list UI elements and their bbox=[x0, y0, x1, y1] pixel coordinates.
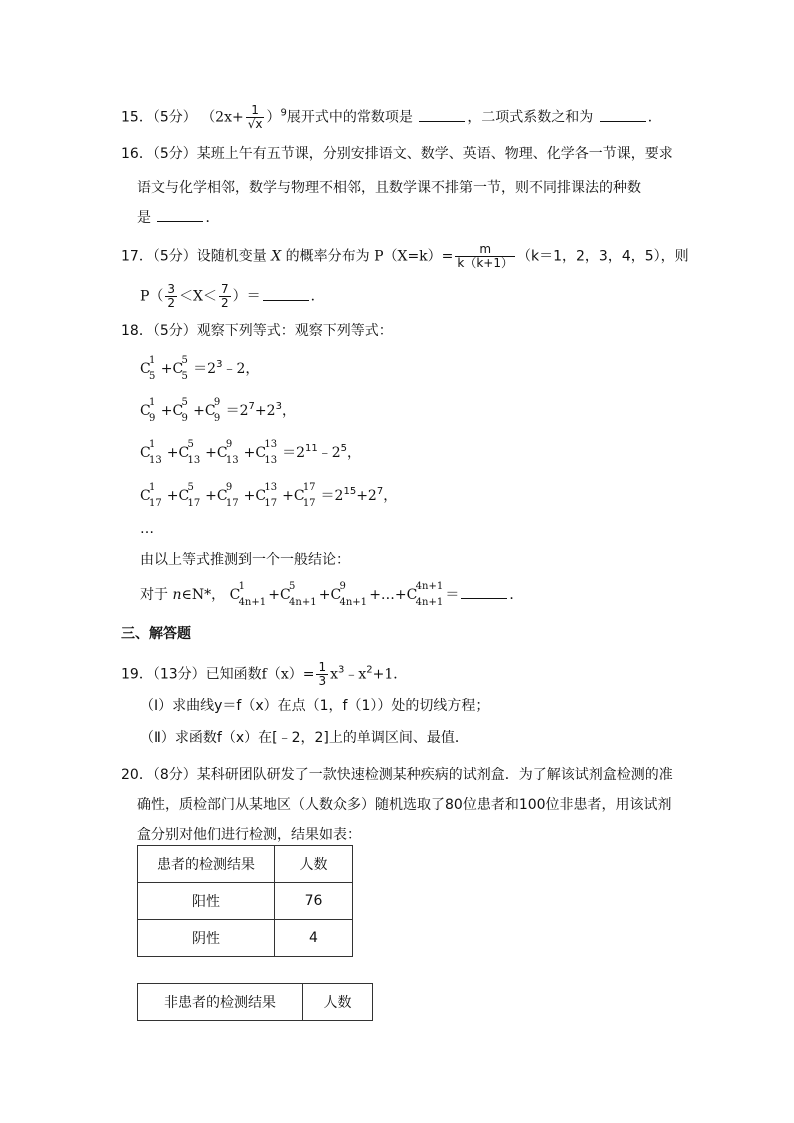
combination-term: C 9 13 bbox=[216, 439, 239, 466]
q16-line3: 是 ． bbox=[137, 210, 220, 226]
table-cell: 76 bbox=[275, 883, 353, 920]
q17-line2: P（ $\frac{3}{2}$ ＜X＜ $\frac{7}{2}$ ）＝ ． bbox=[140, 282, 325, 310]
q15-text1: 展开式中的常数项是 bbox=[286, 109, 413, 126]
table-cell: 4 bbox=[275, 920, 353, 957]
combination-term: C 17 17 bbox=[293, 482, 316, 509]
question-18: 18．（5分）观察下列等式：观察下列等式： bbox=[121, 323, 393, 339]
q20-line3: 盒分别对他们进行检测，结果如表： bbox=[137, 827, 361, 843]
combination-term: C 5 5 bbox=[172, 355, 188, 382]
combination-term: C 1 17 bbox=[140, 482, 162, 509]
q15-blank-1[interactable] bbox=[419, 109, 465, 122]
combination-term: C 1 4n+1 bbox=[229, 581, 267, 608]
table-row bbox=[138, 920, 353, 957]
question-16: 16．（5分）某班上午有五节课，分别安排语文、数学、英语、物理、化学各一节课，要求 bbox=[121, 146, 673, 162]
q16-blank[interactable] bbox=[157, 209, 203, 222]
q19-part1: （Ⅰ）求曲线y＝f（x）在点（1，f（1））处的切线方程； bbox=[140, 698, 490, 714]
combination-term: C 4n+1 4n+1 bbox=[406, 581, 444, 608]
question-20: 20．（8分）某科研团队研发了一款快速检测某种疾病的试剂盒．为了解该试剂盒检测的准 bbox=[121, 767, 673, 783]
q18-general-terms: C 1 4n+1 +C 5 4n+1 +C 9 4n+1 +…+C 4n+1 4n+1 bbox=[229, 581, 444, 608]
combination-term: C 5 9 bbox=[172, 397, 188, 424]
q17-blank[interactable] bbox=[263, 288, 309, 301]
combination-term: C 5 13 bbox=[178, 439, 201, 466]
combination-term: C 9 9 bbox=[204, 397, 221, 424]
q18-eq2: C 1 9 +C 5 9 +C 9 9 $=2^7+2^3$， bbox=[140, 397, 296, 424]
q15-fraction: $\frac{1}{√x}$ bbox=[247, 103, 263, 131]
table-header-cell: 患者的检测结果 bbox=[138, 846, 275, 883]
combination-term: C 9 4n+1 bbox=[330, 581, 368, 608]
q17-fraction: $\frac{m}{k(k+1)}$ bbox=[457, 242, 513, 270]
combination-term: C 5 17 bbox=[178, 482, 201, 509]
q18-ellipsis: … bbox=[140, 521, 154, 537]
combination-term: C 13 17 bbox=[255, 482, 278, 509]
question-17: 17．（5分）设随机变量 X 的概率分布为 P（X=k）= $\frac{m}{k(k+1)}$ （k＝1，2，3，4，5），则 bbox=[121, 242, 689, 270]
q19-part2: （Ⅱ）求函数f（x）在[﹣2，2]上的单调区间、最值． bbox=[140, 730, 469, 746]
section-heading: 三、解答题 bbox=[121, 626, 191, 642]
q18-conclusion: 由以上等式推测到一个一般结论： bbox=[140, 552, 350, 568]
q15-expr-open: （2x+ bbox=[201, 109, 244, 126]
table-header-row bbox=[138, 984, 373, 1021]
non-patient-results-table bbox=[137, 983, 373, 1021]
question-19: 19．（13分）已知函数f（x）= $\frac{1}{3}$ $x^3﹣x^2+1$． bbox=[121, 660, 408, 688]
combination-term: C 13 13 bbox=[255, 439, 278, 466]
table-cell: 阴性 bbox=[138, 920, 275, 957]
combination-term: C 1 5 bbox=[140, 355, 156, 382]
q20-line2: 确性，质检部门从某地区（人数众多）随机选取了80位患者和100位非患者，用该试剂 bbox=[137, 797, 672, 813]
q18-eq1: C 1 5 +C 5 5 $=2^3﹣2$， bbox=[140, 355, 260, 382]
q15-number: 15．（5分） bbox=[121, 109, 197, 126]
question-15: 15．（5分） （2x+ $\frac{1}{√x}$ ）$^9$展开式中的常数项是 ，二项式系数之和为 ． bbox=[121, 103, 662, 131]
q18-eq4: C 1 17 +C 5 17 +C 9 17 +C 13 17 +C 17 17 $=2^{15}+2^7$， bbox=[140, 482, 398, 509]
table-row bbox=[138, 883, 353, 920]
table-header-cell: 人数 bbox=[275, 846, 353, 883]
combination-term: C 1 13 bbox=[140, 439, 162, 466]
q18-general: 对于 n∈N*， C 1 4n+1 +C 5 4n+1 +C 9 4n+1 +…+C 4n+1 4n+1 ＝ ． bbox=[140, 581, 524, 608]
q15-blank-2[interactable] bbox=[600, 109, 646, 122]
combination-term: C 1 9 bbox=[140, 397, 156, 424]
table-header-cell: 人数 bbox=[303, 984, 373, 1021]
q18-blank[interactable] bbox=[461, 586, 507, 599]
table-header-row bbox=[138, 846, 353, 883]
patient-results-table bbox=[137, 845, 353, 957]
combination-term: C 5 4n+1 bbox=[280, 581, 317, 608]
table-header-cell: 非患者的检测结果 bbox=[138, 984, 303, 1021]
q16-line2: 语文与化学相邻，数学与物理不相邻，且数学课不排第一节，则不同排课法的种数 bbox=[137, 180, 641, 196]
q18-eq3: C 1 13 +C 5 13 +C 9 13 +C 13 13 $=2^{11}﹣2^5$， bbox=[140, 439, 362, 466]
table-cell: 阳性 bbox=[138, 883, 275, 920]
combination-term: C 9 17 bbox=[216, 482, 239, 509]
